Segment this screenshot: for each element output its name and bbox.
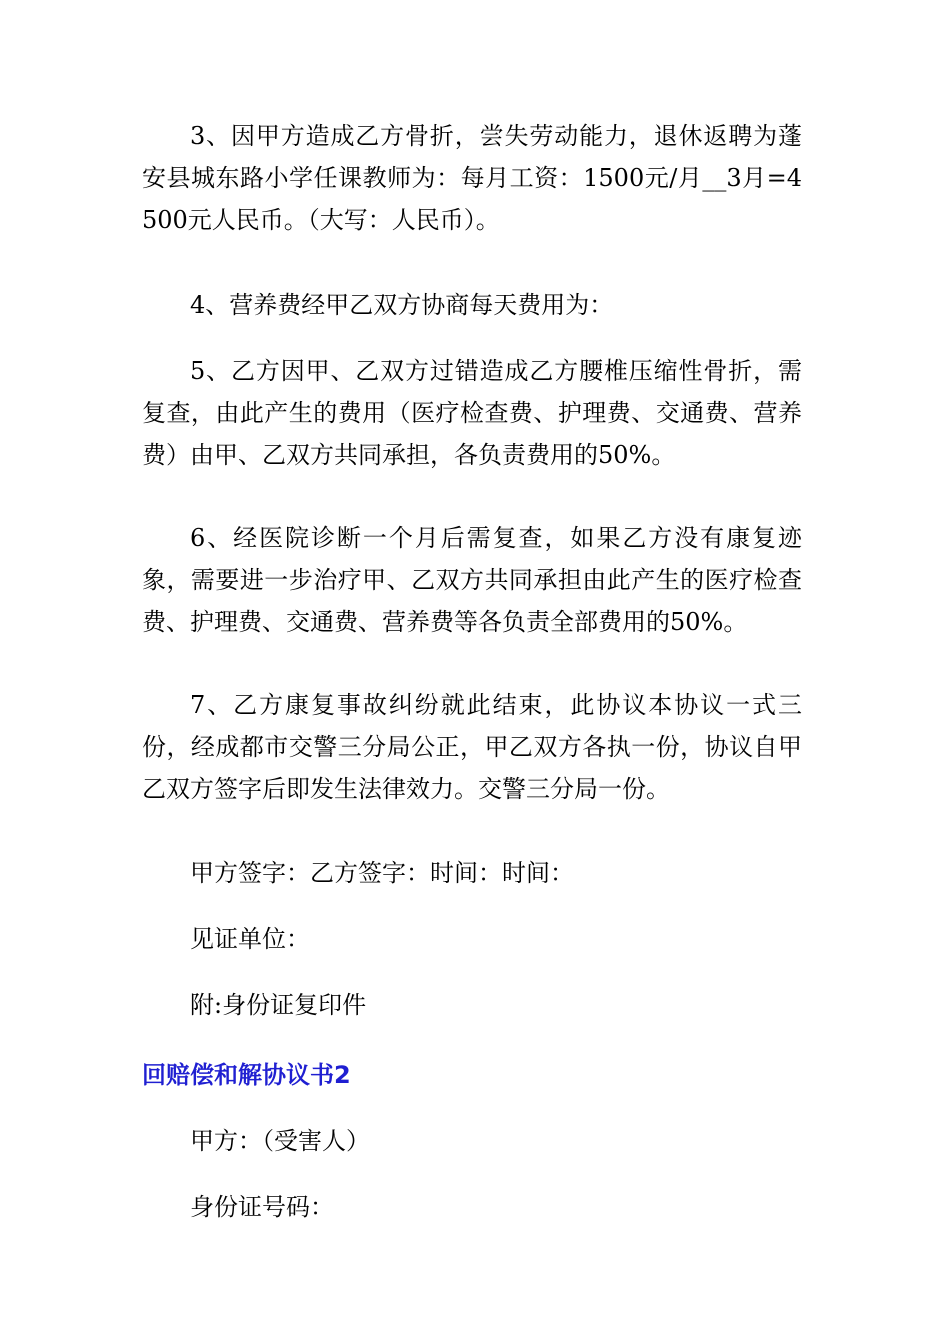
clause-5: 5、乙方因甲、乙双方过错造成乙方腰椎压缩性骨折，需复查，由此产生的费用（医疗检查费、护理费、交通费、营养费）由甲、乙双方共同承担，各负责费用的50%。 [142, 357, 802, 469]
signature-line: 甲方签字：乙方签字：时间：时间： [190, 859, 574, 887]
clause-4: 4、营养费经甲乙双方协商每天费用为： [190, 291, 614, 319]
clause-7: 7、乙方康复事故纠纷就此结束，此协议本协议一式三份，经成都市交警三分局公正，甲乙双方各执一份，协议自甲乙双方签字后即发生法律效力。交警三分局一份。 [142, 691, 802, 803]
id-number-line: 身份证号码： [190, 1193, 334, 1221]
witness-line: 见证单位： [190, 925, 310, 953]
section-title: 回赔偿和解协议书2 [142, 1061, 351, 1089]
clause-3: 3、因甲方造成乙方骨折，尝失劳动能力，退休返聘为蓬安县城东路小学任课教师为：每月工资：1500元/月__3月=4500元人民币。（大写：人民币）。 [142, 122, 802, 234]
party-a-line: 甲方：（受害人） [190, 1127, 370, 1155]
attachment-line: 附:身份证复印件 [190, 991, 367, 1019]
clause-6: 6、经医院诊断一个月后需复查，如果乙方没有康复迹象，需要进一步治疗甲、乙双方共同承担由此产生的医疗检查费、护理费、交通费、营养费等各负责全部费用的50%。 [142, 524, 802, 636]
